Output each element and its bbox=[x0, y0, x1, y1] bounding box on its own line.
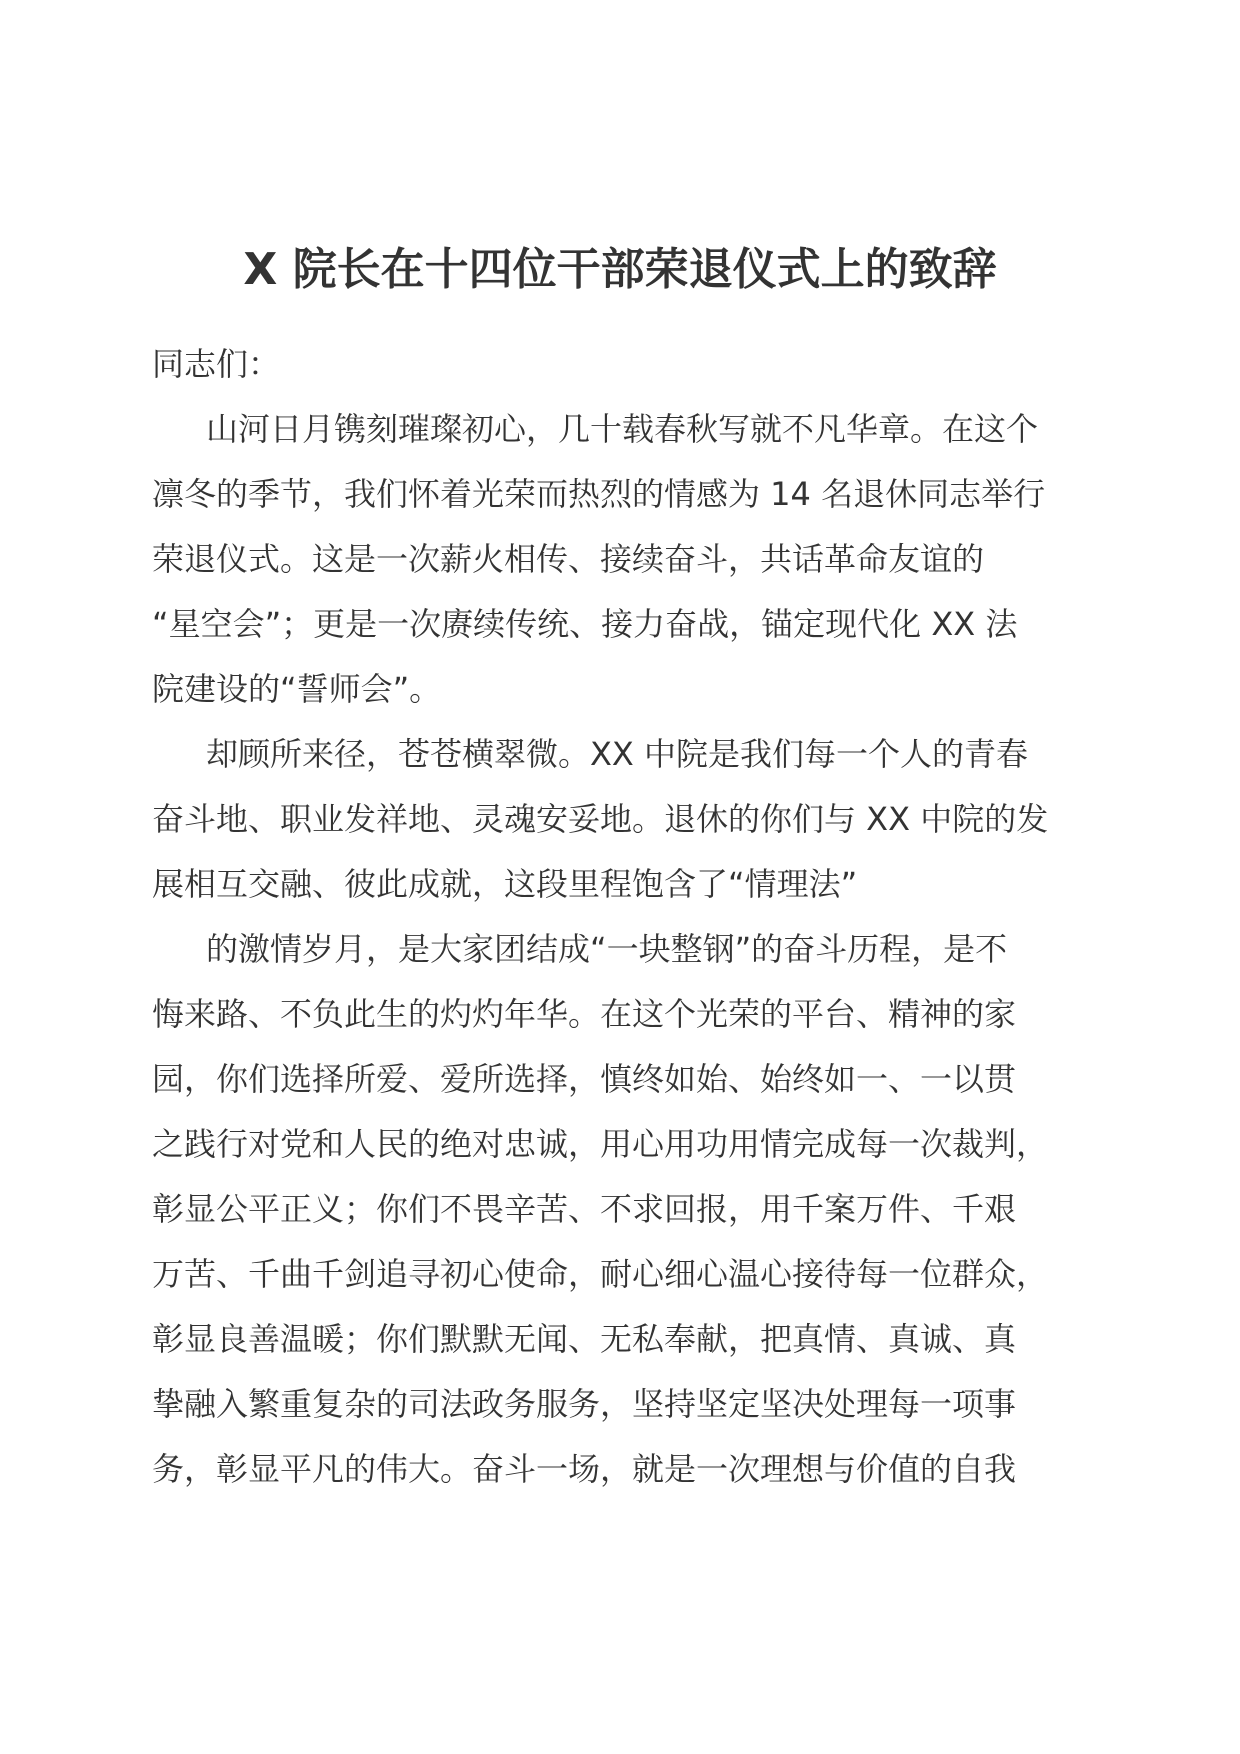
paragraph-line: 彰显良善温暖；你们默默无闻、无私奉献，把真情、真诚、真 bbox=[152, 1320, 1017, 1358]
paragraph-line: 彰显公平正义；你们不畏辛苦、不求回报，用千案万件、千艰 bbox=[152, 1190, 1017, 1228]
paragraph-line: 之践行对党和人民的绝对忠诚，用心用功用情完成每一次裁判， bbox=[152, 1125, 1049, 1163]
paragraph-line: 的激情岁月，是大家团结成“一块整钢”的奋斗历程，是不 bbox=[206, 930, 1008, 968]
paragraph-line: 万苦、千曲千剑追寻初心使命，耐心细心温心接待每一位群众， bbox=[152, 1255, 1049, 1293]
paragraph-line: 园，你们选择所爱、爱所选择，慎终如始、始终如一、一以贯 bbox=[152, 1060, 1017, 1098]
paragraph-3 bbox=[152, 917, 1092, 1502]
paragraph-line: 奋斗地、职业发祥地、灵魂安妥地。退休的你们与 XX 中院的发 bbox=[152, 800, 1049, 838]
document-body bbox=[152, 332, 1092, 1502]
salutation: 同志们： bbox=[152, 345, 281, 383]
paragraph-2 bbox=[152, 722, 1092, 917]
paragraph-line: 务，彰显平凡的伟大。奋斗一场，就是一次理想与价值的自我 bbox=[152, 1450, 1017, 1488]
paragraph-line: 悔来路、不负此生的灼灼年华。在这个光荣的平台、精神的家 bbox=[152, 995, 1017, 1033]
paragraph-line: “星空会”；更是一次赓续传统、接力奋战，锚定现代化 XX 法 bbox=[152, 605, 1018, 643]
paragraph-line: 凛冬的季节，我们怀着光荣而热烈的情感为 14 名退休同志举行 bbox=[152, 475, 1046, 513]
paragraph-line: 却顾所来径，苍苍横翠微。XX 中院是我们每一个人的青春 bbox=[206, 735, 1029, 773]
paragraph-line: 山河日月镌刻璀璨初心，几十载春秋写就不凡华章。在这个 bbox=[206, 410, 1039, 448]
paragraph-line: 院建设的“誓师会”。 bbox=[152, 670, 442, 708]
document-title: X 院长在十四位干部荣退仪式上的致辞 bbox=[243, 244, 997, 295]
paragraph-line: 挚融入繁重复杂的司法政务服务，坚持坚定坚决处理每一项事 bbox=[152, 1385, 1017, 1423]
paragraph-line: 荣退仪式。这是一次薪火相传、接续奋斗，共话革命友谊的 bbox=[152, 540, 985, 578]
paragraph-1 bbox=[152, 397, 1092, 722]
paragraph-line: 展相互交融、彼此成就，这段里程饱含了“情理法” bbox=[152, 865, 858, 903]
